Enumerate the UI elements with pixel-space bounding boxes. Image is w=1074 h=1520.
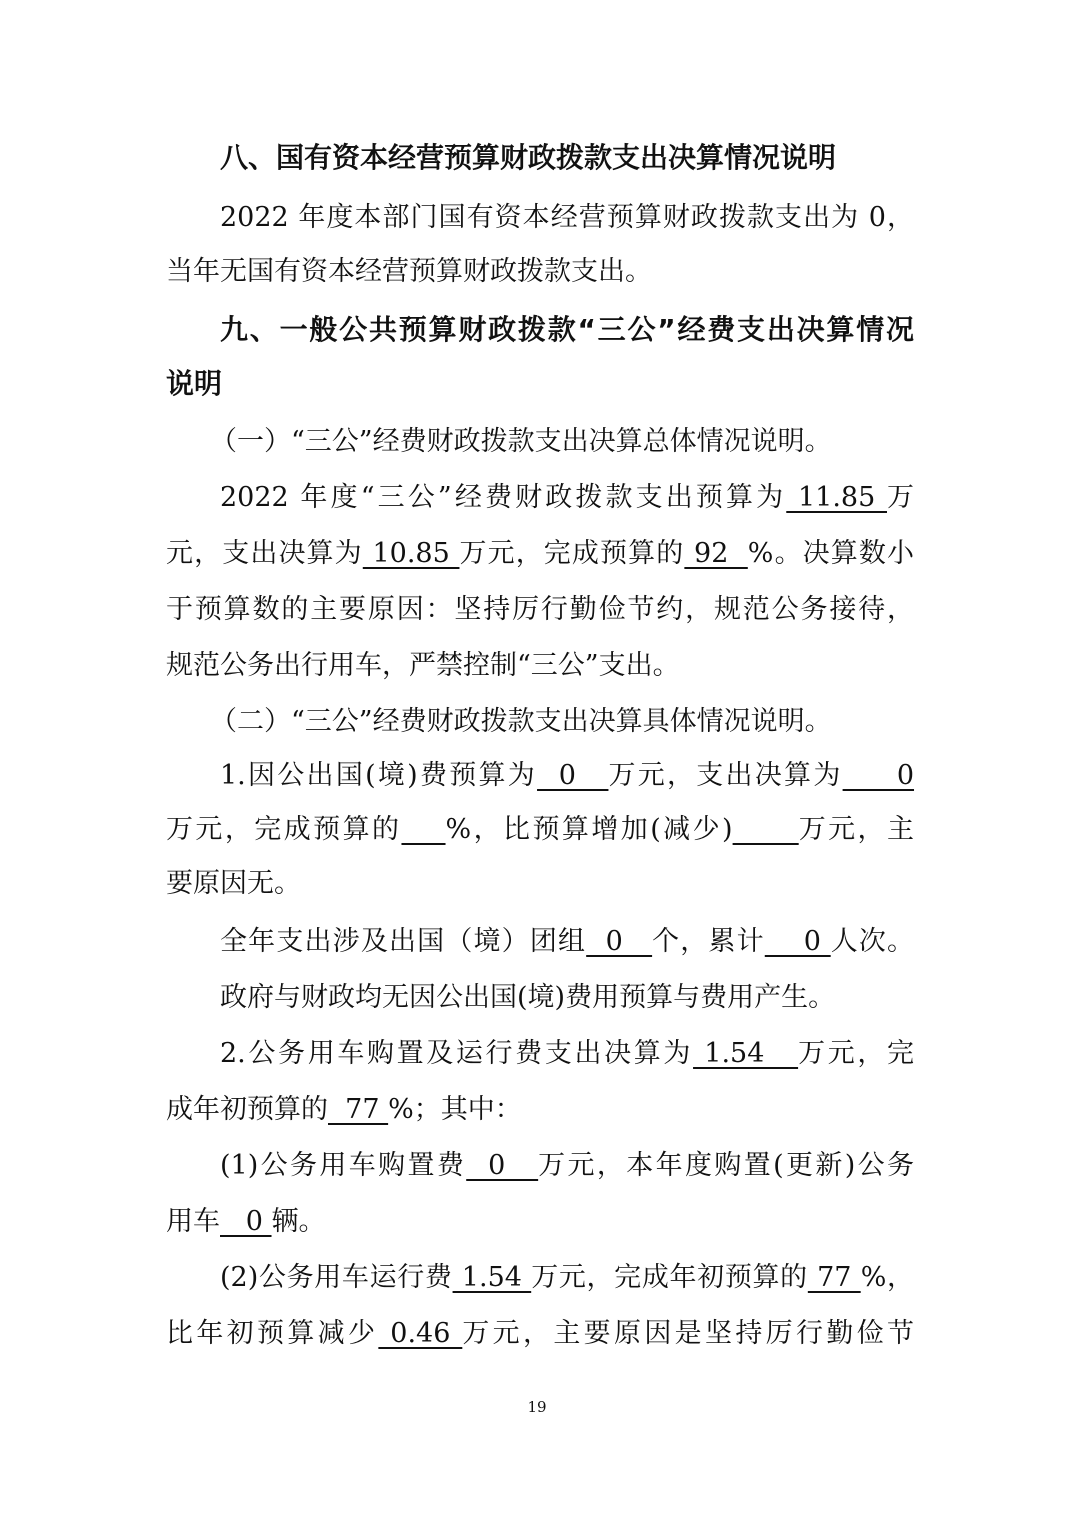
purchase-line-2 bbox=[166, 1202, 914, 1242]
abroad-text: 万元，支出决算为 bbox=[608, 760, 843, 791]
car-line-2 bbox=[166, 1090, 914, 1130]
persons-count: 0 bbox=[764, 926, 831, 957]
abroad-line-3: 要原因无。 bbox=[166, 868, 301, 899]
section-9-heading-line-1: 九、一般公共预算财政拨款“三公”经费支出决算情况 bbox=[220, 313, 914, 346]
subsection-2-heading: （二）“三公”经费财政拨款支出决算具体情况说明。 bbox=[210, 706, 832, 737]
abroad-text: 1.因公出国(境)费预算为 bbox=[220, 760, 538, 791]
running-text: 万元，完成年初预算的 bbox=[531, 1262, 808, 1293]
section-8-paragraph-line-2: 当年无国有资本经营预算财政拨款支出。 bbox=[166, 256, 652, 287]
purchase-text: (1)公务用车购置费 bbox=[220, 1150, 467, 1181]
car-rate: 77 bbox=[328, 1094, 389, 1125]
running-line-2 bbox=[166, 1314, 914, 1354]
abroad-budget: 0 bbox=[537, 760, 609, 791]
overview-text: %。决算数小 bbox=[747, 538, 915, 569]
overview-line-1 bbox=[220, 478, 914, 518]
running-line-1 bbox=[220, 1258, 914, 1298]
abroad-text: 万元，主 bbox=[798, 814, 914, 845]
car-text: 2.公务用车购置及运行费支出决算为 bbox=[220, 1038, 694, 1069]
groups-text: 个，累计 bbox=[652, 926, 765, 957]
abroad-text: 万元，完成预算的 bbox=[166, 814, 402, 845]
overview-text: 2022 年度“三公”经费财政拨款支出预算为 bbox=[220, 482, 787, 513]
car-text: %；其中： bbox=[388, 1094, 522, 1125]
running-text: (2)公务用车运行费 bbox=[220, 1262, 453, 1293]
section-8-heading: 八、国有资本经营预算财政拨款支出决算情况说明 bbox=[220, 141, 837, 174]
groups-line bbox=[220, 922, 914, 962]
purchase-text: 用车 bbox=[166, 1206, 220, 1237]
section-9-heading-line-2: 说明 bbox=[166, 367, 223, 400]
groups-text: 人次。 bbox=[830, 926, 915, 957]
abroad-line-1 bbox=[220, 756, 914, 796]
abroad-line-2 bbox=[166, 810, 914, 850]
overview-line-4: 规范公务出行用车，严禁控制“三公”支出。 bbox=[166, 650, 680, 681]
abroad-final: 0 bbox=[842, 760, 915, 791]
running-cost: 1.54 bbox=[452, 1262, 532, 1293]
subsection-1-heading: （一）“三公”经费财政拨款支出决算总体情况说明。 bbox=[210, 426, 832, 457]
groups-count: 0 bbox=[586, 926, 653, 957]
section-8-paragraph-line-1: 2022 年度本部门国有资本经营预算财政拨款支出为 0， bbox=[220, 202, 914, 233]
car-text: 万元，完 bbox=[798, 1038, 915, 1069]
page-number: 19 bbox=[527, 1398, 547, 1416]
purchase-cost: 0 bbox=[466, 1150, 539, 1181]
car-text: 成年初预算的 bbox=[166, 1094, 328, 1125]
overview-text: 万元，完成预算的 bbox=[459, 538, 685, 569]
car-line-1 bbox=[220, 1034, 914, 1074]
overview-text: 万 bbox=[887, 482, 914, 513]
final-value: 10.85 bbox=[362, 538, 460, 569]
running-diff: 0.46 bbox=[378, 1318, 463, 1349]
budget-value: 11.85 bbox=[786, 482, 887, 513]
purchase-text: 万元，本年度购置(更新)公务 bbox=[538, 1150, 914, 1181]
overview-text: 元，支出决算为 bbox=[166, 538, 363, 569]
groups-text: 全年支出涉及出国（境）团组 bbox=[220, 926, 587, 957]
abroad-diff-blank bbox=[733, 814, 799, 845]
vehicle-count: 0 bbox=[220, 1206, 272, 1237]
abroad-text: %，比预算增加(减少) bbox=[445, 814, 733, 845]
abroad-rate-blank bbox=[401, 814, 445, 845]
running-text: %， bbox=[860, 1262, 915, 1293]
purchase-line-1 bbox=[220, 1146, 914, 1186]
no-abroad-line: 政府与财政均无因公出国(境)费用预算与费用产生。 bbox=[220, 982, 836, 1013]
completion-rate: 92 bbox=[684, 538, 748, 569]
car-total: 1.54 bbox=[693, 1038, 799, 1069]
running-text: 万元，主要原因是坚持厉行勤俭节 bbox=[462, 1318, 915, 1349]
overview-line-2 bbox=[166, 534, 914, 574]
overview-line-3: 于预算数的主要原因：坚持厉行勤俭节约，规范公务接待， bbox=[166, 594, 914, 625]
running-text: 比年初预算减少 bbox=[166, 1318, 379, 1349]
purchase-text: 辆。 bbox=[271, 1206, 326, 1237]
running-rate: 77 bbox=[807, 1262, 861, 1293]
